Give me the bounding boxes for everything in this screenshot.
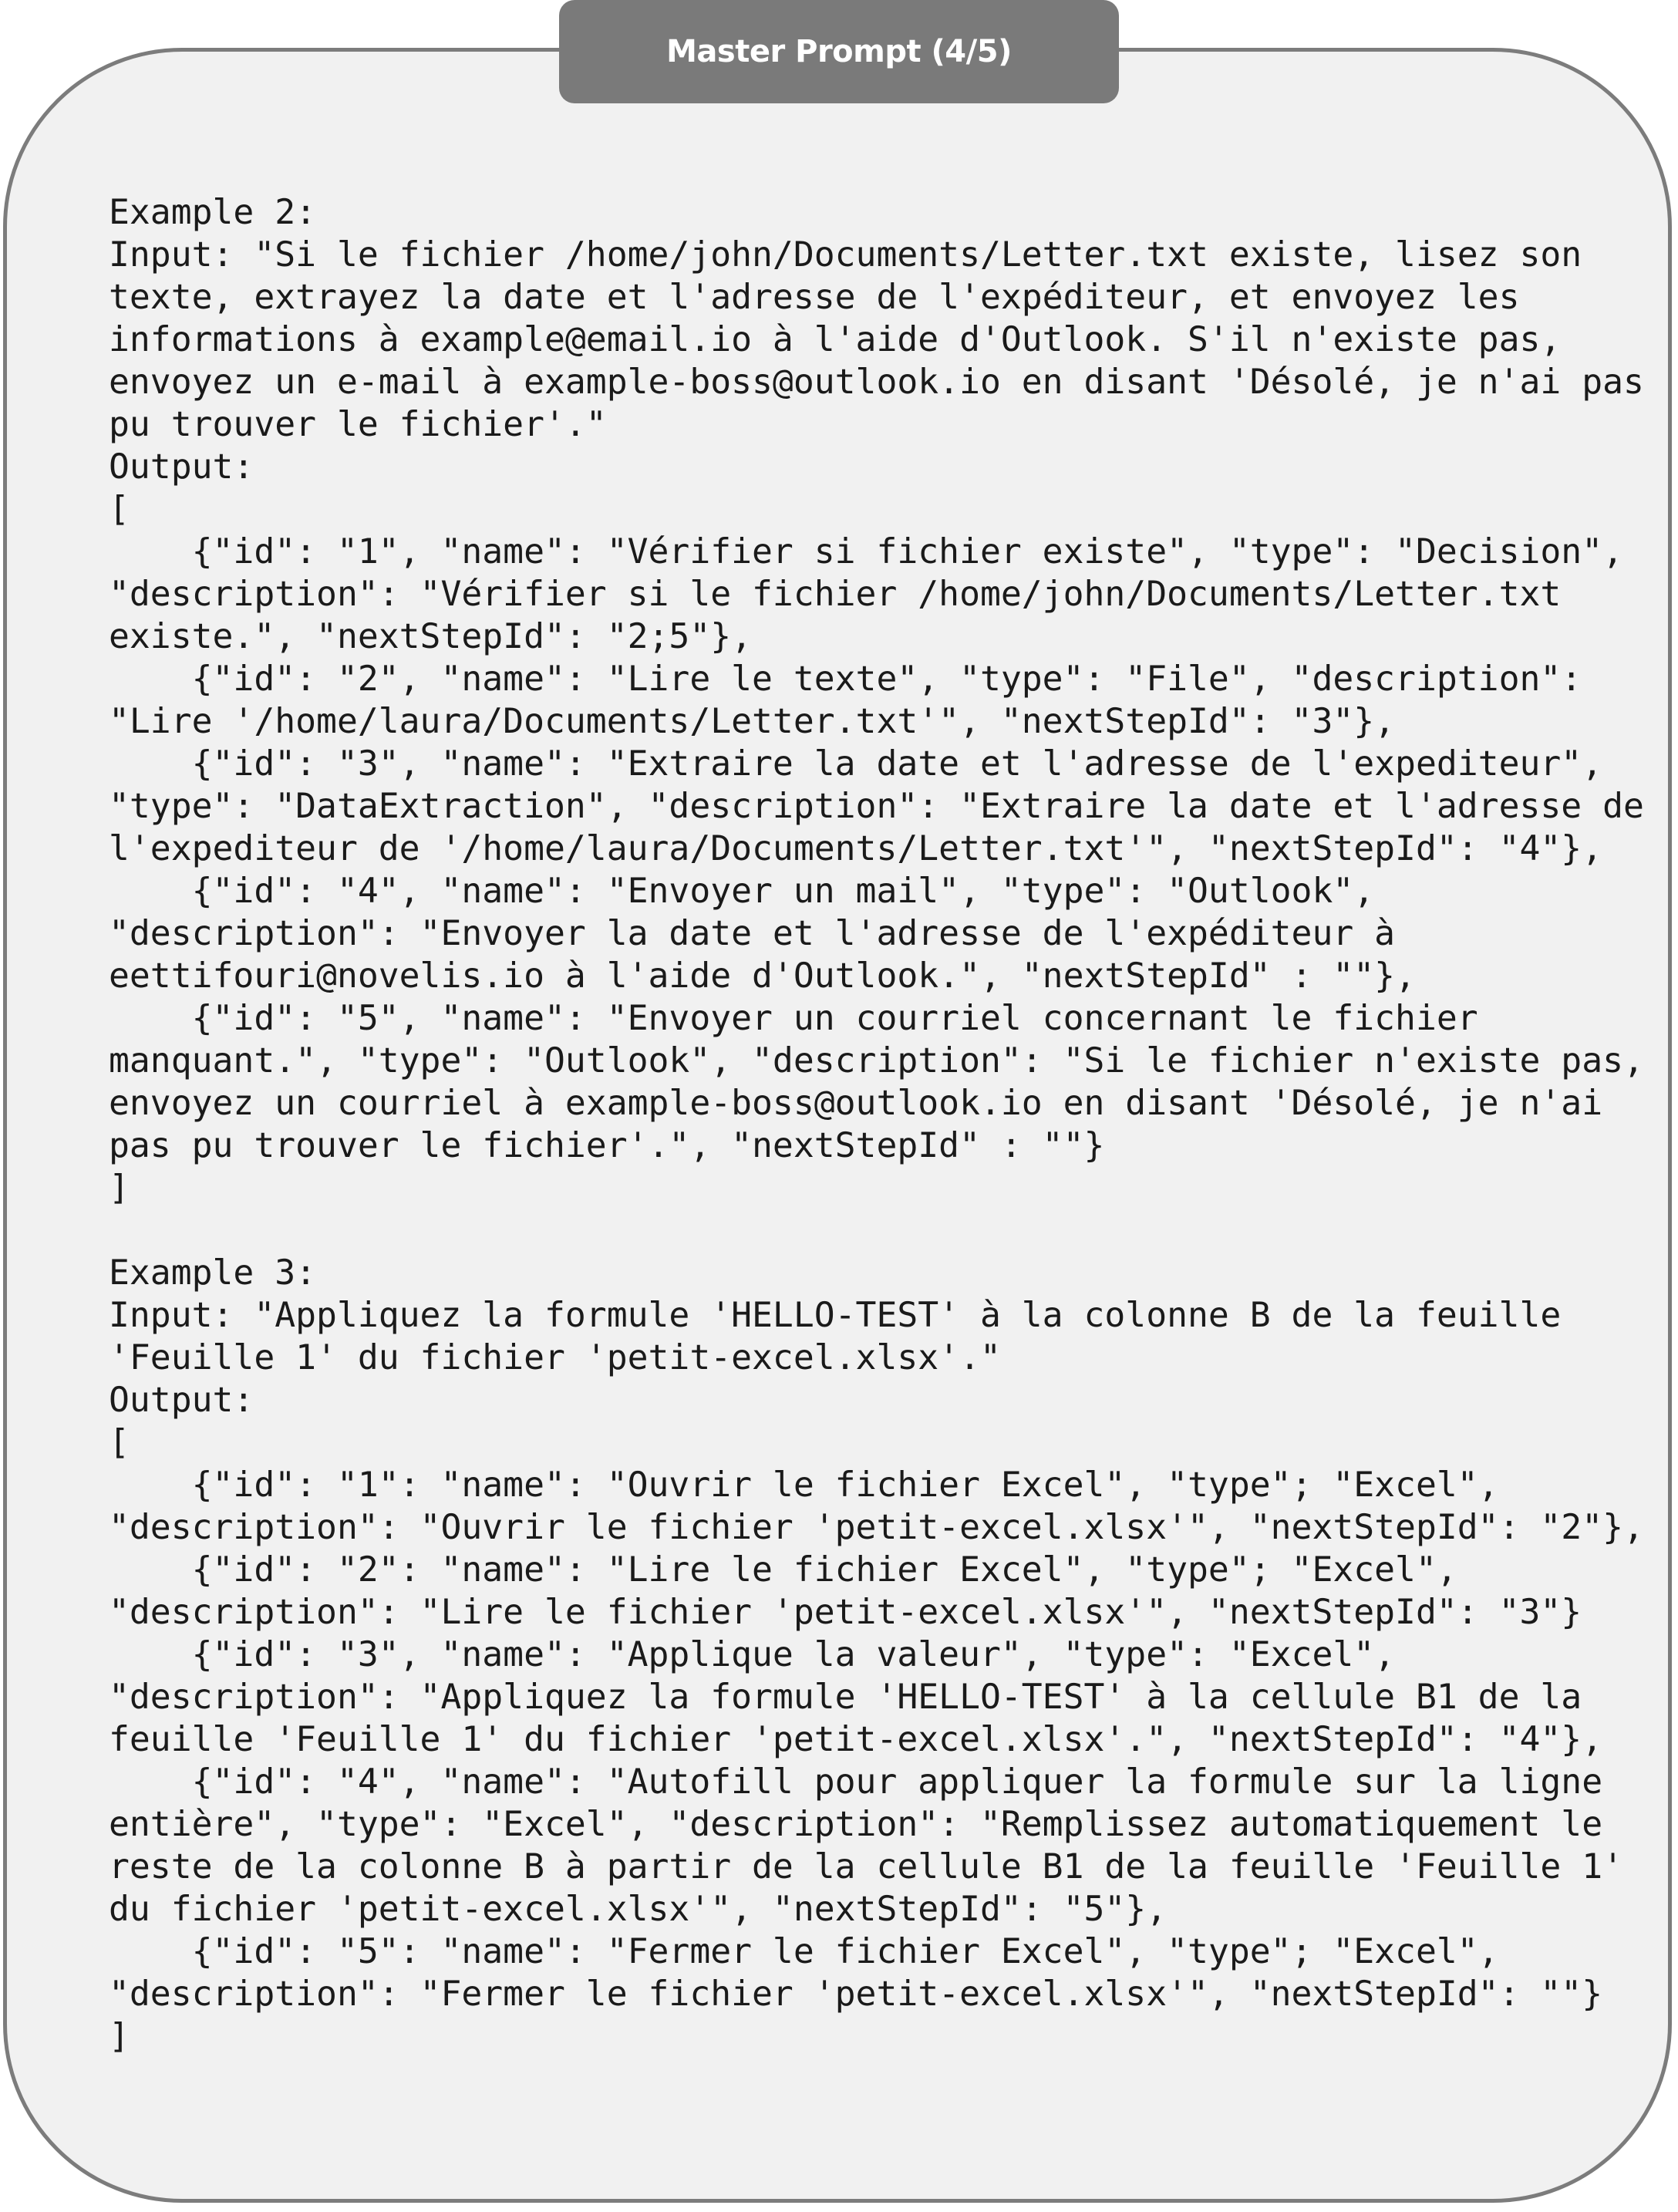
text-line: existe.", "nextStepId": "2;5"}, [109, 616, 753, 656]
panel-title: Master Prompt (4/5) [666, 34, 1012, 69]
text-line: {"id": "4", "name": "Envoyer un mail", "type": "Outlook", [109, 871, 1375, 911]
text-line: {"id": "5": "name": "Fermer le fichier Excel", "type"; "Excel", [109, 1931, 1499, 1971]
text-line: {"id": "4", "name": "Autofill pour appliquer la formule sur la ligne [109, 1762, 1603, 1802]
text-line: manquant.", "type": "Outlook", "description": "Si le fichier n'existe pas, [109, 1040, 1644, 1081]
text-line: pu trouver le fichier'." [109, 404, 607, 444]
text-line: {"id": "2": "name": "Lire le fichier Excel", "type"; "Excel", [109, 1549, 1457, 1590]
text-line: Output: [109, 1380, 254, 1420]
text-line: "Lire '/home/laura/Documents/Letter.txt'", "nextStepId": "3"}, [109, 701, 1396, 741]
text-line: feuille 'Feuille 1' du fichier 'petit-excel.xlsx'.", "nextStepId": "4"}, [109, 1719, 1603, 1759]
text-line: 'Feuille 1' du fichier 'petit-excel.xlsx'." [109, 1337, 1001, 1377]
text-line: pas pu trouver le fichier'.", "nextStepId" : ""} [109, 1125, 1105, 1165]
text-line: envoyez un e-mail à example-boss@outlook.io en disant 'Désolé, je n'ai pas [109, 362, 1644, 402]
prompt-text-block [109, 191, 1644, 2058]
text-line: Output: [109, 447, 254, 487]
text-line: Example 2: [109, 192, 317, 232]
text-line: {"id": "1": "name": "Ouvrir le fichier Excel", "type"; "Excel", [109, 1465, 1499, 1505]
text-line: Input: "Si le fichier /home/john/Documents/Letter.txt existe, lisez son [109, 234, 1582, 275]
text-line: "description": "Vérifier si le fichier /home/john/Documents/Letter.txt [109, 574, 1562, 614]
text-line: Example 3: [109, 1253, 317, 1293]
text-line: informations à example@email.io à l'aide d'Outlook. S'il n'existe pas, [109, 319, 1562, 359]
text-line: "type": "DataExtraction", "description": "Extraire la date et l'adresse de [109, 786, 1644, 826]
text-line: "description": "Appliquez la formule 'HELLO-TEST' à la cellule B1 de la [109, 1677, 1582, 1717]
text-line: {"id": "2", "name": "Lire le texte", "type": "File", "description": [109, 659, 1582, 699]
text-line: [ [109, 489, 130, 529]
text-line: {"id": "5", "name": "Envoyer un courriel concernant le fichier [109, 998, 1478, 1038]
text-line: "description": "Fermer le fichier 'petit-excel.xlsx'", "nextStepId": ""} [109, 1974, 1603, 2014]
text-line: "description": "Ouvrir le fichier 'petit-excel.xlsx'", "nextStepId": "2"}, [109, 1507, 1644, 1547]
text-line: envoyez un courriel à example-boss@outlook.io en disant 'Désolé, je n'ai [109, 1083, 1603, 1123]
text-line: "description": "Envoyer la date et l'adresse de l'expéditeur à [109, 913, 1396, 953]
text-line: [ [109, 1422, 130, 1462]
text-line: reste de la colonne B à partir de la cellule B1 de la feuille 'Feuille 1' [109, 1846, 1624, 1887]
text-line: du fichier 'petit-excel.xlsx'", "nextStepId": "5"}, [109, 1889, 1168, 1929]
text-line: {"id": "1", "name": "Vérifier si fichier existe", "type": "Decision", [109, 531, 1624, 572]
panel-title-tab [559, 0, 1119, 103]
text-line [109, 1209, 1574, 1252]
text-line: "description": "Lire le fichier 'petit-excel.xlsx'", "nextStepId": "3"} [109, 1592, 1582, 1632]
text-line: ] [109, 1168, 130, 1208]
text-line: Input: "Appliquez la formule 'HELLO-TEST' à la colonne B de la feuille [109, 1295, 1562, 1335]
text-line: l'expediteur de '/home/laura/Documents/Letter.txt'", "nextStepId": "4"}, [109, 828, 1603, 868]
text-line: entière", "type": "Excel", "description": "Remplissez automatiquement le [109, 1804, 1603, 1844]
text-line: ] [109, 2016, 130, 2056]
text-line: eettifouri@novelis.io à l'aide d'Outlook.", "nextStepId" : ""}, [109, 956, 1416, 996]
text-line: texte, extrayez la date et l'adresse de l'expéditeur, et envoyez les [109, 277, 1520, 317]
text-line: {"id": "3", "name": "Extraire la date et l'adresse de l'expediteur", [109, 744, 1603, 784]
text-line: {"id": "3", "name": "Applique la valeur", "type": "Excel", [109, 1634, 1396, 1674]
